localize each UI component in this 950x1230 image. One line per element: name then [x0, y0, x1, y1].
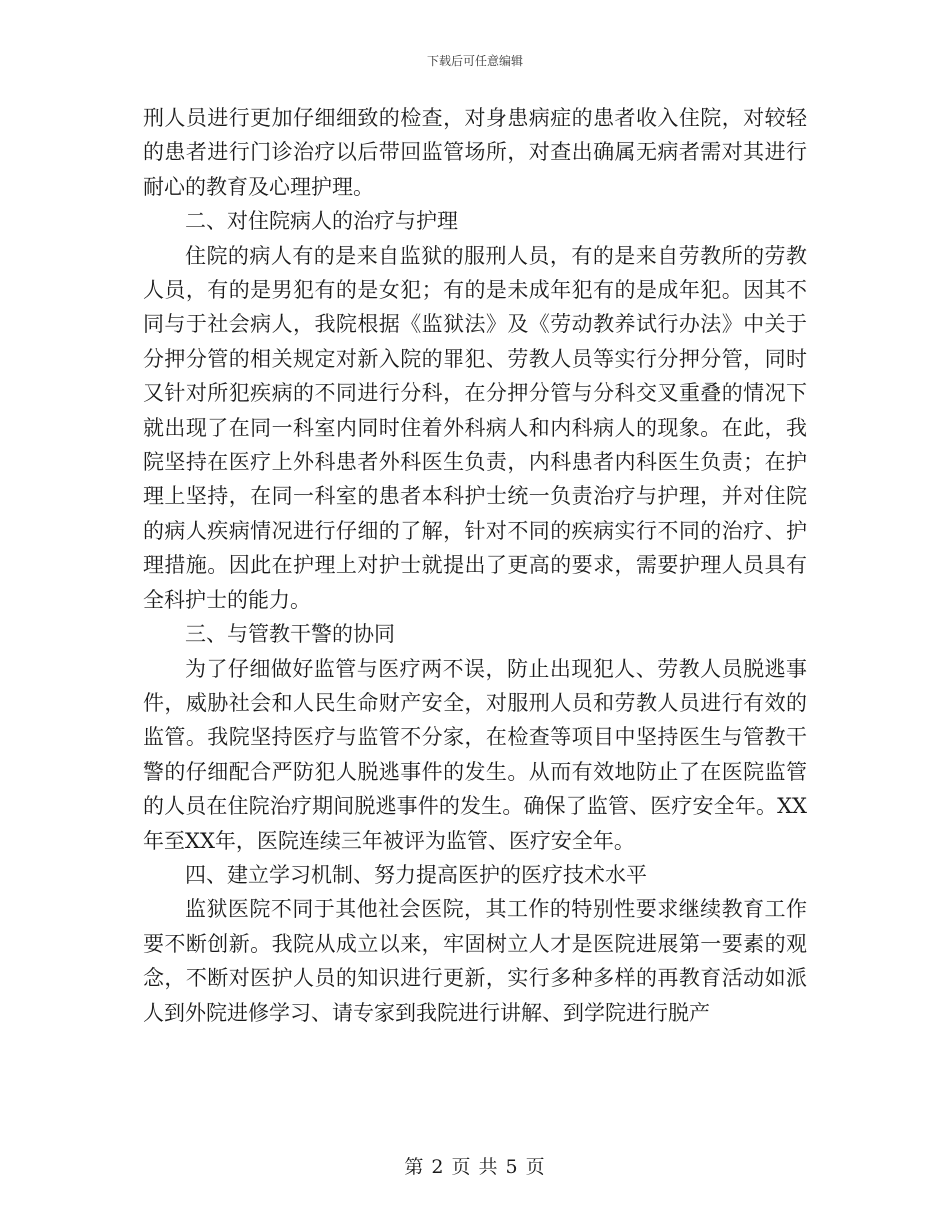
page-header-note: 下载后可任意编辑 [426, 54, 523, 68]
page-number: 第 2 页 共 5 页 [404, 1156, 546, 1178]
paragraph-continued: 刑人员进行更加仔细细致的检查，对身患病症的患者收入住院，对较轻的患者进行门诊治疗以后带回监管场所，对查出确属无病者需对其进行耐心的教育及心理护理。 [143, 106, 807, 199]
section-heading-2: 二、对住院病人的治疗与护理 [185, 209, 458, 234]
section-heading-4: 四、建立学习机制、努力提高医护的医疗技术水平 [185, 862, 647, 887]
paragraph-section-3: 为了仔细做好监管与医疗两不误，防止出现犯人、劳教人员脱逃事件，威胁社会和人民生命财产安全，对服刑人员和劳教人员进行有效的监管。我院坚持医疗与监管不分家，在检查等项目中坚持医生与管教干警的仔细配合严防犯人脱逃事件的发生。从而有效地防止了在医院监管的人员在住院治疗期间脱逃事件的发生。确保了监管、医疗安全年。XX年至XX年，医院连续三年被评为监管、医疗安全年。 [143, 656, 807, 853]
document-body [143, 101, 807, 1030]
section-heading-3: 三、与管教干警的协同 [185, 622, 395, 647]
paragraph-section-2: 住院的病人有的是来自监狱的服刑人员，有的是来自劳教所的劳教人员，有的是男犯有的是女犯；有的是未成年犯有的是成年犯。因其不同与于社会病人，我院根据《监狱法》及《劳动教养试行办法》中关于分押分管的相关规定对新入院的罪犯、劳教人员等实行分押分管，同时又针对所犯疾病的不同进行分科，在分押分管与分科交叉重叠的情况下就出现了在同一科室内同时住着外科病人和内科病人的现象。在此，我院坚持在医疗上外科患者外科医生负责，内科患者内科医生负责；在护理上坚持，在同一科室的患者本科护士统一负责治疗与护理，并对住院的病人疾病情况进行仔细的了解，针对不同的疾病实行不同的治疗、护理措施。因此在护理上对护士就提出了更高的要求，需要护理人员具有全科护士的能力。 [143, 243, 807, 612]
paragraph-section-4: 监狱医院不同于其他社会医院，其工作的特别性要求继续教育工作要不断创新。我院从成立以来，牢固树立人才是医院进展第一要素的观念，不断对医护人员的知识进行更新，实行多种多样的再教育活动如派人到外院进修学习、请专家到我院进行讲解、到学院进行脱产 [143, 897, 807, 1025]
